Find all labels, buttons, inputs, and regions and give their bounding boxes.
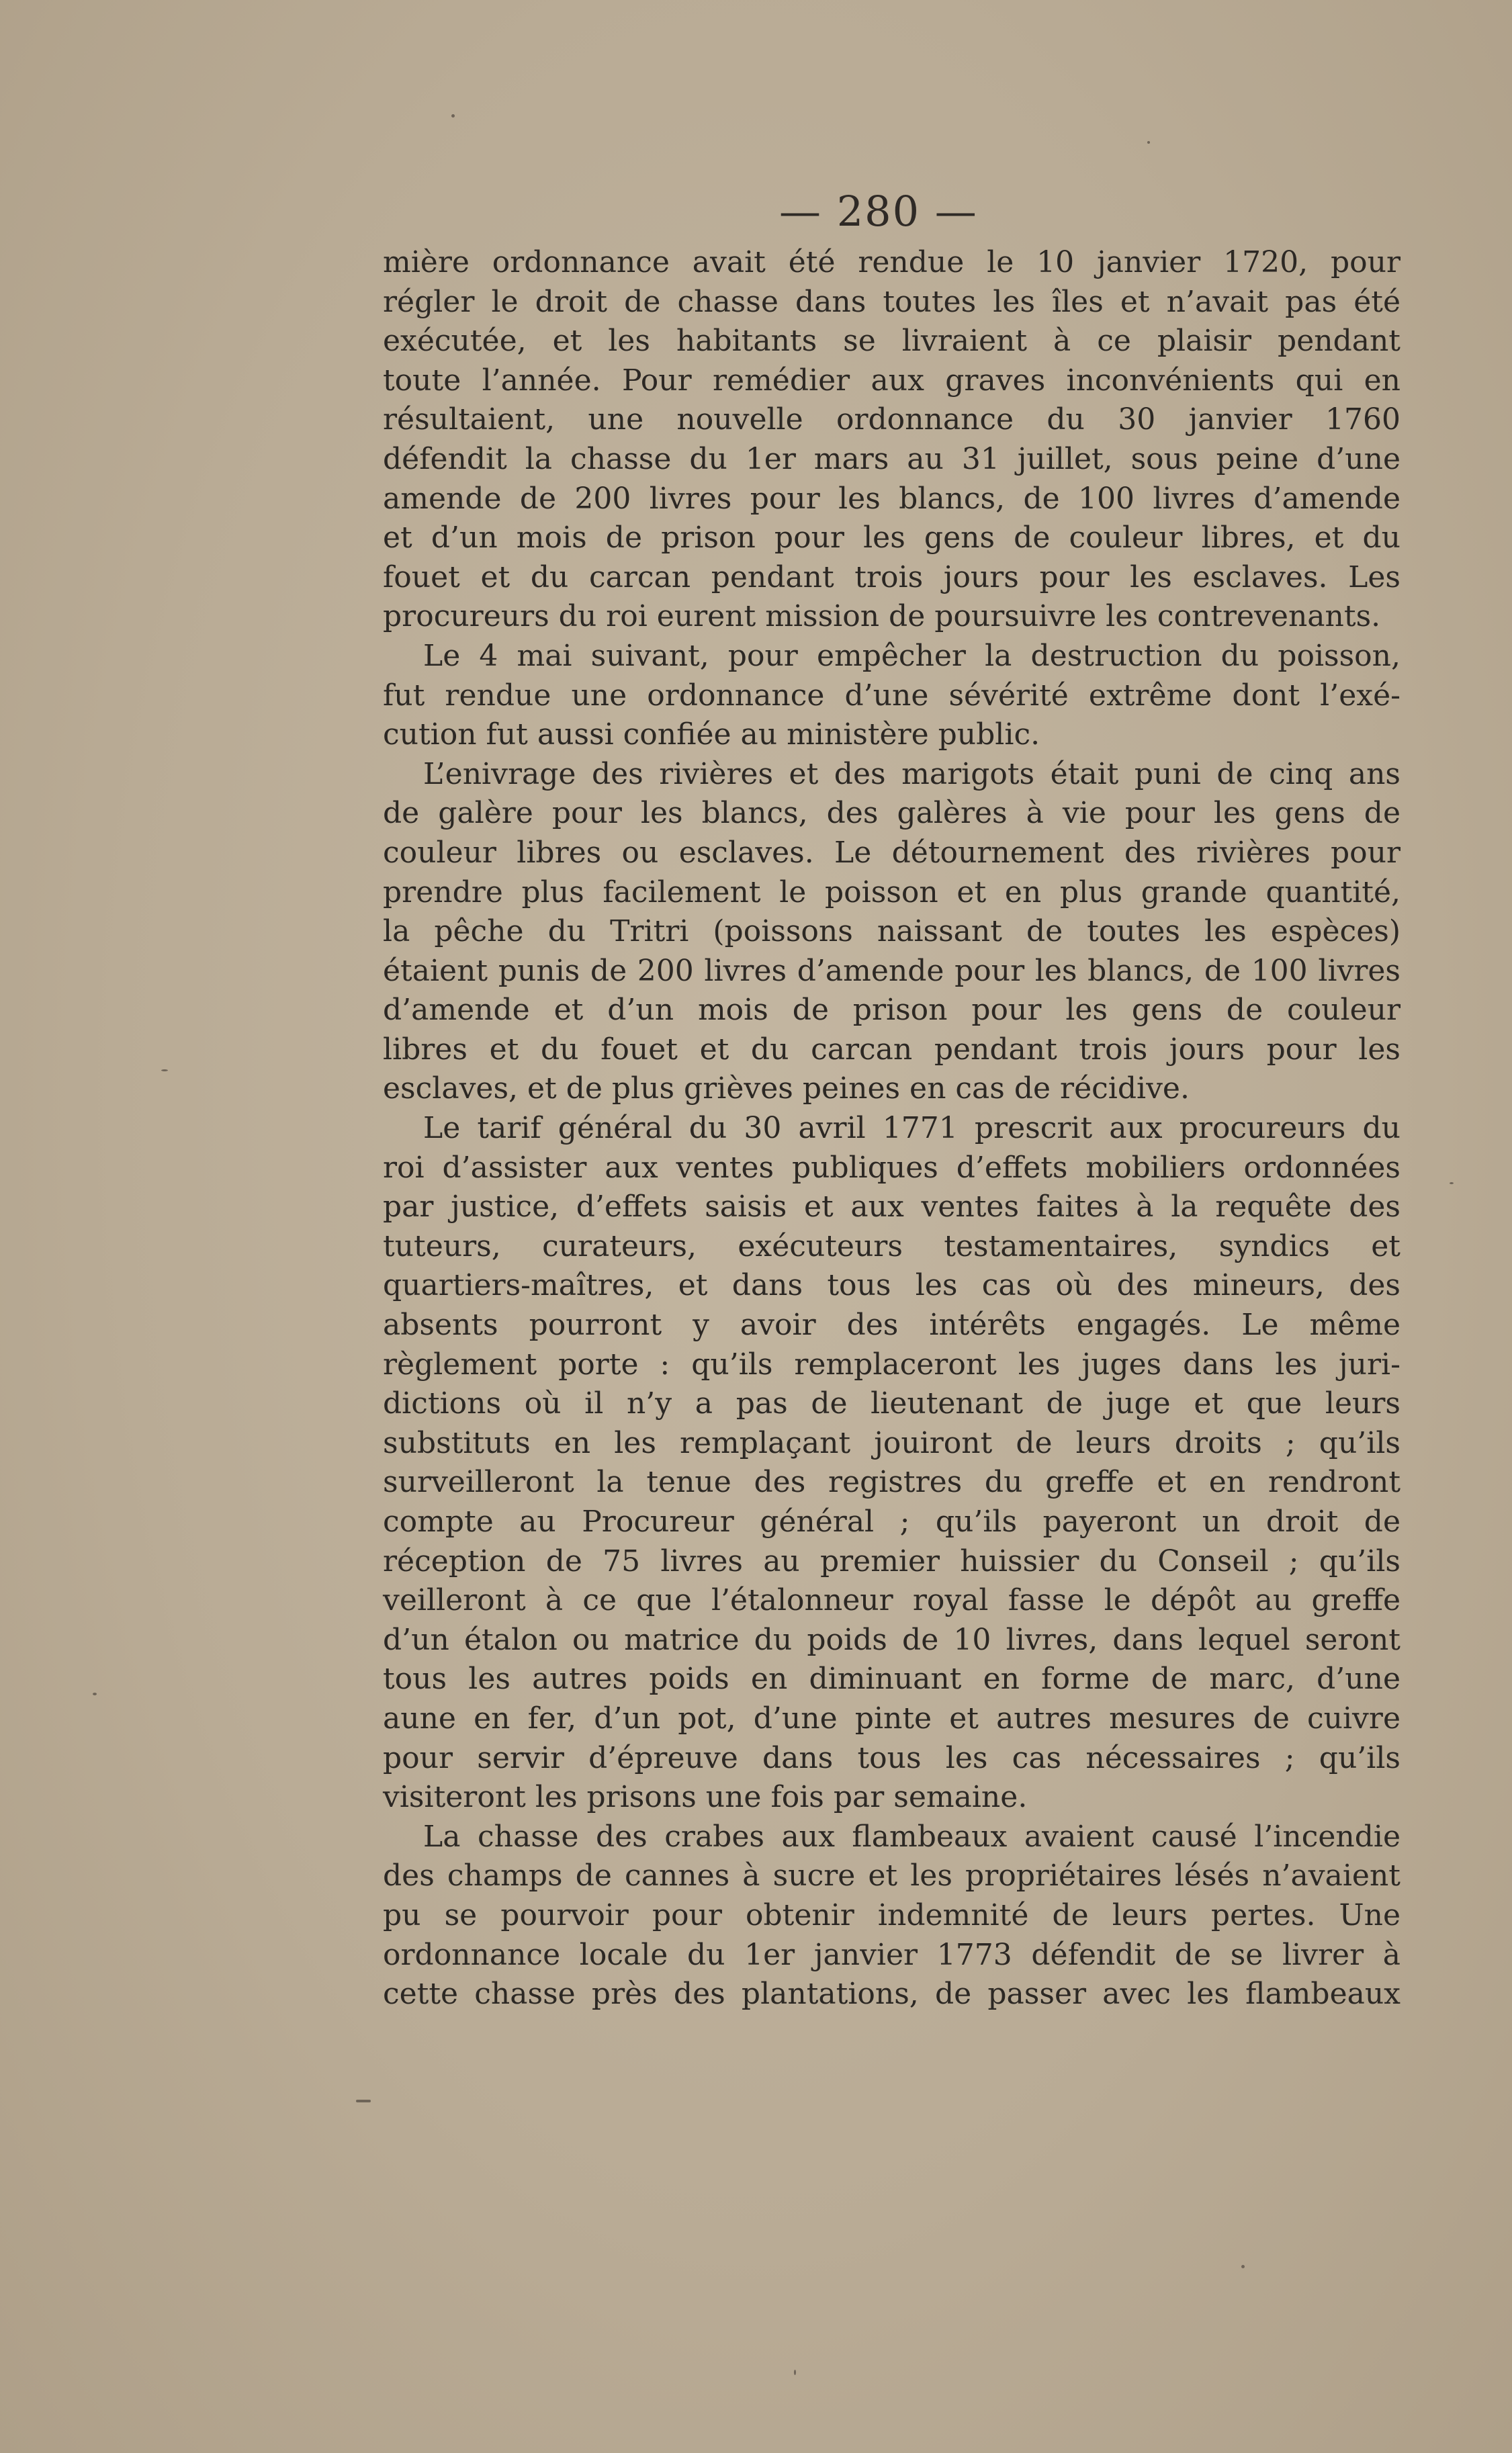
text-line: réception de 75 livres au premier huissier du Conseil ; qu’ils xyxy=(383,1544,1400,1578)
paper-speck xyxy=(1241,2265,1245,2268)
text-line: règlement porte : qu’ils remplaceront les juges dans les juri- xyxy=(383,1347,1400,1382)
text-line: roi d’assister aux ventes publiques d’effets mobiliers ordonnées xyxy=(383,1150,1400,1185)
text-line: pour servir d’épreuve dans tous les cas nécessaires ; qu’ils xyxy=(383,1740,1400,1775)
text-line: toute l’année. Pour remédier aux graves inconvénients qui en xyxy=(383,363,1400,398)
text-line: cette chasse près des plantations, de passer avec les flambeaux xyxy=(383,1977,1400,2012)
text-line: de galère pour les blancs, des galères à vie pour les gens de xyxy=(383,796,1400,831)
paper-speck xyxy=(93,1693,97,1695)
text-line: Le tarif général du 30 avril 1771 prescrit aux procureurs du xyxy=(423,1111,1400,1146)
text-line: cution fut aussi confiée au ministère public. xyxy=(383,717,1040,752)
text-line: par justice, d’effets saisis et aux ventes faites à la requête des xyxy=(383,1190,1400,1224)
text-line: défendit la chasse du 1er mars au 31 juillet, sous peine d’une xyxy=(383,441,1400,476)
text-line: veilleront à ce que l’étalonneur royal fasse le dépôt au greffe xyxy=(383,1583,1400,1618)
text-line: étaient punis de 200 livres d’amende pour les blancs, de 100 livres xyxy=(383,953,1400,988)
text-line: compte au Procureur général ; qu’ils payeront un droit de xyxy=(383,1505,1400,1539)
text-line: libres et du fouet et du carcan pendant trois jours pour les xyxy=(383,1032,1400,1067)
text-line: esclaves, et de plus grièves peines en cas de récidive. xyxy=(383,1071,1190,1106)
text-line: fut rendue une ordonnance d’une sévérité extrême dont l’exé- xyxy=(383,678,1400,713)
text-line: ordonnance locale du 1er janvier 1773 défendit de se livrer à xyxy=(383,1937,1400,1972)
text-line: mière ordonnance avait été rendue le 10 janvier 1720, pour xyxy=(383,245,1400,279)
text-line: et d’un mois de prison pour les gens de couleur libres, et du xyxy=(383,521,1400,555)
text-line: La chasse des crabes aux flambeaux avaient causé l’incendie xyxy=(423,1819,1400,1854)
text-line: la pêche du Tritri (poissons naissant de toutes les espèces) xyxy=(383,914,1400,949)
text-line: aune en fer, d’un pot, d’une pinte et autres mesures de cuivre xyxy=(383,1701,1400,1736)
body-text xyxy=(383,243,1400,2014)
page-number: — 280 — xyxy=(779,187,978,236)
text-line: Le 4 mai suivant, pour empêcher la destruction du poisson, xyxy=(423,638,1400,673)
text-line: substituts en les remplaçant jouiront de leurs droits ; qu’ils xyxy=(383,1425,1400,1460)
paper-speck xyxy=(356,2100,371,2102)
text-line: tuteurs, curateurs, exécuteurs testamentaires, syndics et xyxy=(383,1229,1400,1263)
text-line: d’un étalon ou matrice du poids de 10 livres, dans lequel seront xyxy=(383,1622,1400,1657)
text-line: absents pourront y avoir des intérêts engagés. Le même xyxy=(383,1308,1400,1343)
text-line: exécutée, et les habitants se livraient à ce plaisir pendant xyxy=(383,324,1400,359)
text-line: quartiers-maîtres, et dans tous les cas où des mineurs, des xyxy=(383,1268,1400,1303)
text-line: régler le droit de chasse dans toutes les îles et n’avait pas été xyxy=(383,284,1400,319)
text-line: prendre plus facilement le poisson et en plus grande quantité, xyxy=(383,875,1400,909)
text-line: surveilleront la tenue des registres du greffe et en rendront xyxy=(383,1465,1400,1500)
paper-speck xyxy=(451,114,455,118)
paper-speck xyxy=(794,2370,796,2375)
text-line: résultaient, une nouvelle ordonnance du 30 janvier 1760 xyxy=(383,402,1400,437)
text-line: des champs de cannes à sucre et les propriétaires lésés n’avaient xyxy=(383,1859,1400,1893)
text-line: visiteront les prisons une fois par semaine. xyxy=(383,1780,1028,1815)
text-line: tous les autres poids en diminuant en forme de marc, d’une xyxy=(383,1662,1400,1697)
text-line: couleur libres ou esclaves. Le détournement des rivières pour xyxy=(383,835,1400,870)
text-line: amende de 200 livres pour les blancs, de 100 livres d’amende xyxy=(383,481,1400,516)
text-line: d’amende et d’un mois de prison pour les gens de couleur xyxy=(383,993,1400,1028)
paper-speck xyxy=(1450,1182,1454,1184)
text-line: dictions où il n’y a pas de lieutenant de juge et que leurs xyxy=(383,1386,1400,1421)
paper-speck xyxy=(161,1069,168,1071)
text-line: fouet et du carcan pendant trois jours pour les esclaves. Les xyxy=(383,560,1400,594)
text-line: pu se pourvoir pour obtenir indemnité de leurs pertes. Une xyxy=(383,1898,1400,1932)
text-line: L’enivrage des rivières et des marigots était puni de cinq ans xyxy=(423,756,1400,791)
paper-speck xyxy=(1147,141,1150,144)
text-line: procureurs du roi eurent mission de poursuivre les contrevenants. xyxy=(383,599,1381,634)
